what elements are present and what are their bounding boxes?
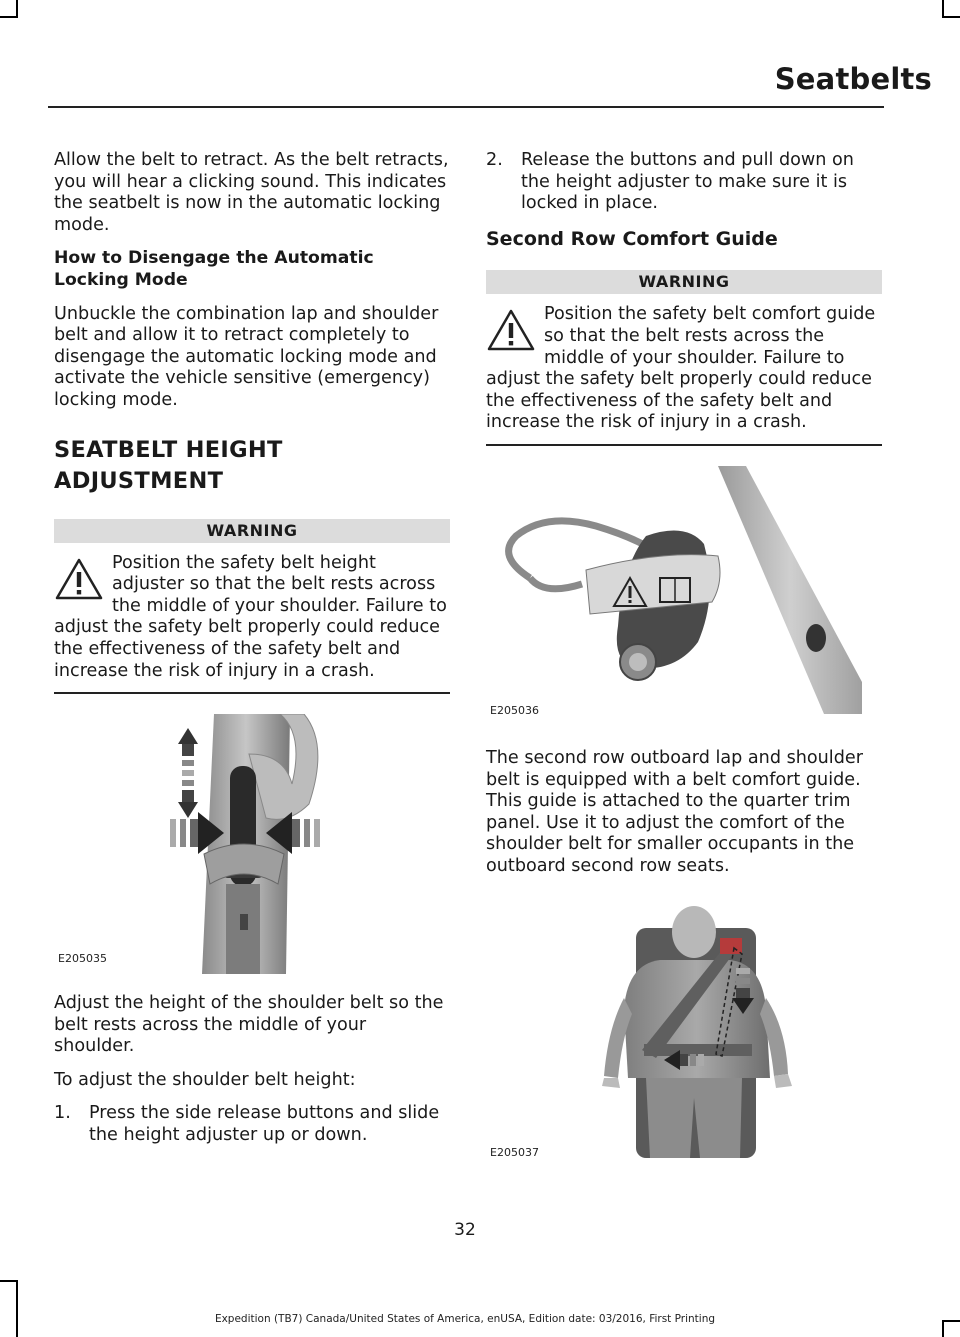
warning-triangle-icon [54,557,104,601]
warning-triangle-icon [486,308,536,352]
page-number: 32 [454,1220,476,1240]
warning-body [54,553,450,683]
warning-text: Position the safety belt height adjuster so that the belt rests across the middle of your shoulder. Failure to adjust the safety belt properly could reduce the effectiveness of the safety belt and increase the risk of injury in a crash. [54,552,447,681]
figure-code: E205037 [490,1145,539,1159]
header-divider [48,106,884,108]
warning-block [54,519,450,695]
comfort-guide-illustration [486,466,882,726]
warning-body [486,304,882,434]
figure-comfort-guide [486,466,882,726]
crop-mark [0,1280,18,1282]
paragraph: The second row outboard lap and shoulder belt is equipped with a belt comfort guide. This guide is attached to the quarter trim panel. Use it to adjust the comfort of the shoulder belt for smaller occupants in the outboard second row seats. [486,747,863,876]
crop-mark [16,1280,18,1337]
figure-height-adjuster [54,714,450,974]
crop-mark [942,1320,944,1337]
section-title-line: SEATBELT HEIGHT [54,436,283,463]
list-text: Press the side release buttons and slide the height adjuster up or down. [89,1103,440,1146]
warning-text: Position the safety belt comfort guide so that the belt rests across the middle of your shoulder. Failure to adjust the safety belt properly could reduce the effectiveness of the safety belt and increase the risk of injury in a crash. [486,304,876,433]
section-title [54,435,450,497]
warning-divider [486,444,882,446]
crop-mark [942,1320,960,1322]
section-title-line: ADJUSTMENT [54,467,224,494]
figure-occupant-belt [486,898,882,1158]
page-title: Seatbelts [774,62,932,96]
footer-edition: Expedition (TB7) Canada/United States of America, enUSA, Edition date: 03/2016, First Printing [214,1313,716,1325]
warning-label: WARNING [54,519,450,543]
paragraph: To adjust the shoulder belt height: [54,1069,356,1090]
list-item [486,150,882,215]
height-adjuster-illustration [54,714,450,974]
list-item [54,1103,450,1146]
list-number: 1. [54,1103,71,1124]
paragraph: Allow the belt to retract. As the belt retracts, you will hear a clicking sound. This indicates the seatbelt is now in the automatic locking mode. [54,150,449,235]
occupant-belt-illustration [486,898,882,1158]
right-column [486,150,882,1158]
paragraph: Adjust the height of the shoulder belt so the belt rests across the middle of your shoulder. [54,993,444,1057]
list-text: Release the buttons and pull down on the height adjuster to make sure it is locked in place. [521,150,854,214]
list-number: 2. [486,150,503,170]
left-column [54,150,450,1147]
subheading-comfort-guide: Second Row Comfort Guide [486,227,778,250]
warning-divider [54,692,450,694]
crop-mark [0,16,18,18]
warning-block [486,270,882,446]
subheading-disengage: How to Disengage the Automatic Locking Mode [54,248,374,290]
crop-mark [942,16,960,18]
warning-label: WARNING [486,270,882,294]
figure-code: E205035 [58,952,107,966]
paragraph: Unbuckle the combination lap and shoulder belt and allow it to retract completely to disengage the automatic locking mode and activate the vehicle sensitive (emergency) locking mode. [54,303,439,410]
figure-code: E205036 [490,703,539,717]
